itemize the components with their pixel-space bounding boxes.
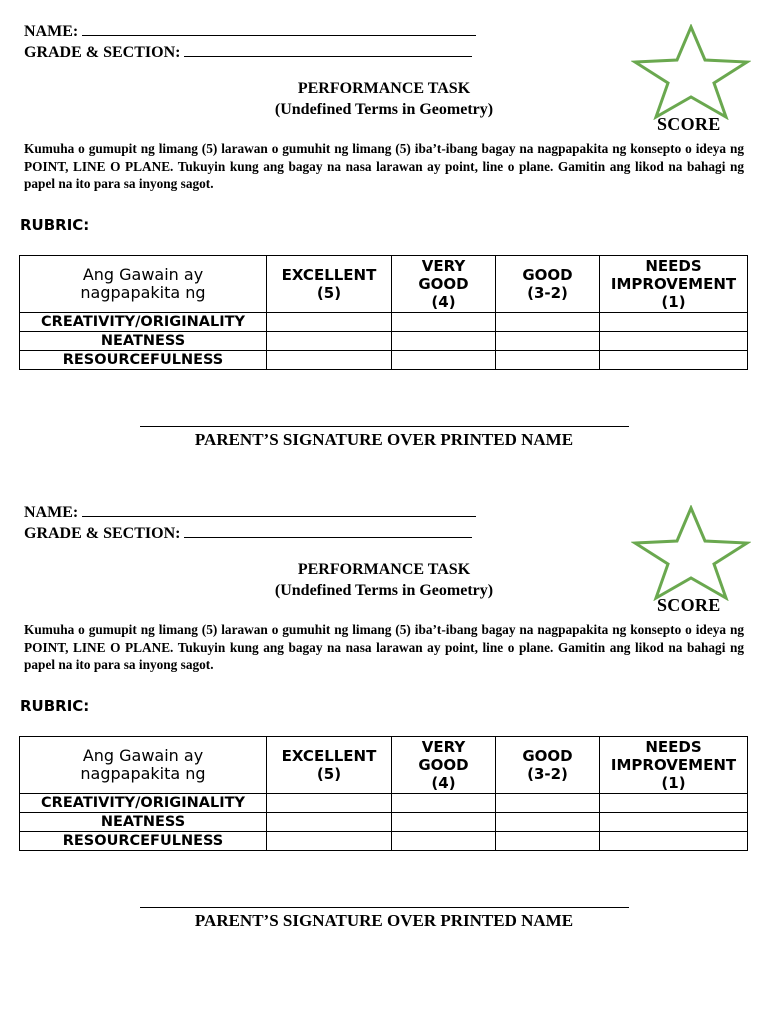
rubric-header-very-good: VERY GOOD (4) xyxy=(392,737,496,794)
name-blank-line[interactable] xyxy=(82,503,476,517)
score-cell[interactable] xyxy=(267,794,392,813)
score-cell[interactable] xyxy=(496,794,600,813)
name-field[interactable] xyxy=(24,503,476,522)
rubric-table xyxy=(19,255,748,370)
name-label: NAME: xyxy=(24,504,79,521)
score-cell[interactable] xyxy=(267,813,392,832)
score-cell[interactable] xyxy=(600,313,748,332)
rubric-header-row xyxy=(20,256,748,313)
rubric-criterion-neatness: NEATNESS xyxy=(20,813,267,832)
score-cell[interactable] xyxy=(496,813,600,832)
rubric-table xyxy=(19,736,748,851)
rubric-criterion-creativity: CREATIVITY/ORIGINALITY xyxy=(20,313,267,332)
score-cell[interactable] xyxy=(392,332,496,351)
rubric-header-excellent: EXCELLENT (5) xyxy=(267,256,392,313)
score-cell[interactable] xyxy=(496,332,600,351)
score-cell[interactable] xyxy=(392,813,496,832)
rubric-header-good: GOOD (3-2) xyxy=(496,737,600,794)
performance-task-form-2 xyxy=(0,481,768,961)
score-label: SCORE xyxy=(657,595,721,615)
rubric-header-row xyxy=(20,737,748,794)
rubric-heading: RUBRIC: xyxy=(20,216,90,234)
score-cell[interactable] xyxy=(600,813,748,832)
rubric-criterion-resourcefulness: RESOURCEFULNESS xyxy=(20,832,267,851)
performance-task-form-1 xyxy=(0,0,768,480)
rubric-header-needs-improvement: NEEDS IMPROVEMENT (1) xyxy=(600,737,748,794)
score-cell[interactable] xyxy=(496,832,600,851)
rubric-criterion-resourcefulness: RESOURCEFULNESS xyxy=(20,351,267,370)
score-cell[interactable] xyxy=(600,832,748,851)
rubric-header-criteria: Ang Gawain ay nagpapakita ng xyxy=(20,256,267,313)
table-row xyxy=(20,813,748,832)
score-cell[interactable] xyxy=(600,332,748,351)
score-cell[interactable] xyxy=(392,313,496,332)
rubric-header-needs-improvement: NEEDS IMPROVEMENT (1) xyxy=(600,256,748,313)
table-row xyxy=(20,351,748,370)
grade-section-field[interactable] xyxy=(24,43,472,62)
signature-line[interactable] xyxy=(140,907,629,908)
score-cell[interactable] xyxy=(392,832,496,851)
grade-section-label: GRADE & SECTION: xyxy=(24,44,181,61)
signature-line[interactable] xyxy=(140,426,629,427)
signature-label: PARENT’S SIGNATURE OVER PRINTED NAME xyxy=(194,430,574,449)
score-cell[interactable] xyxy=(600,351,748,370)
name-blank-line[interactable] xyxy=(82,22,476,36)
table-row xyxy=(20,313,748,332)
rubric-header-very-good: VERY GOOD (4) xyxy=(392,256,496,313)
score-cell[interactable] xyxy=(392,794,496,813)
task-title: PERFORMANCE TASK xyxy=(297,561,471,578)
rubric-header-good: GOOD (3-2) xyxy=(496,256,600,313)
score-label: SCORE xyxy=(657,114,721,134)
task-title: PERFORMANCE TASK xyxy=(297,80,471,97)
table-row xyxy=(20,332,748,351)
score-cell[interactable] xyxy=(496,313,600,332)
grade-section-label: GRADE & SECTION: xyxy=(24,525,181,542)
table-row xyxy=(20,832,748,851)
score-cell[interactable] xyxy=(267,351,392,370)
task-subtitle: (Undefined Terms in Geometry) xyxy=(274,101,494,118)
score-cell[interactable] xyxy=(392,351,496,370)
grade-section-blank-line[interactable] xyxy=(184,524,472,538)
score-cell[interactable] xyxy=(267,313,392,332)
rubric-header-excellent: EXCELLENT (5) xyxy=(267,737,392,794)
rubric-criterion-creativity: CREATIVITY/ORIGINALITY xyxy=(20,794,267,813)
rubric-heading: RUBRIC: xyxy=(20,697,90,715)
score-cell[interactable] xyxy=(267,332,392,351)
score-cell[interactable] xyxy=(600,794,748,813)
table-row xyxy=(20,794,748,813)
name-field[interactable] xyxy=(24,22,476,41)
score-cell[interactable] xyxy=(267,832,392,851)
name-label: NAME: xyxy=(24,23,79,40)
grade-section-blank-line[interactable] xyxy=(184,43,472,57)
signature-label: PARENT’S SIGNATURE OVER PRINTED NAME xyxy=(194,911,574,930)
task-instructions: Kumuha o gumupit ng limang (5) larawan o gumuhit ng limang (5) iba’t-ibang bagay na nagpapakita ng konsepto o ideya ng POINT, LINE O PLANE. Tukuyin kung ang bagay na nasa larawan ay point, line o plane. Gamitin ang likod na bahagi ng papel na ito para sa inyong sagot. xyxy=(24,622,744,672)
score-cell[interactable] xyxy=(496,351,600,370)
rubric-header-criteria: Ang Gawain ay nagpapakita ng xyxy=(20,737,267,794)
grade-section-field[interactable] xyxy=(24,524,472,543)
task-subtitle: (Undefined Terms in Geometry) xyxy=(274,582,494,599)
rubric-criterion-neatness: NEATNESS xyxy=(20,332,267,351)
task-instructions: Kumuha o gumupit ng limang (5) larawan o gumuhit ng limang (5) iba’t-ibang bagay na nagpapakita ng konsepto o ideya ng POINT, LINE O PLANE. Tukuyin kung ang bagay na nasa larawan ay point, line o plane. Gamitin ang likod na bahagi ng papel na ito para sa inyong sagot. xyxy=(24,141,744,191)
